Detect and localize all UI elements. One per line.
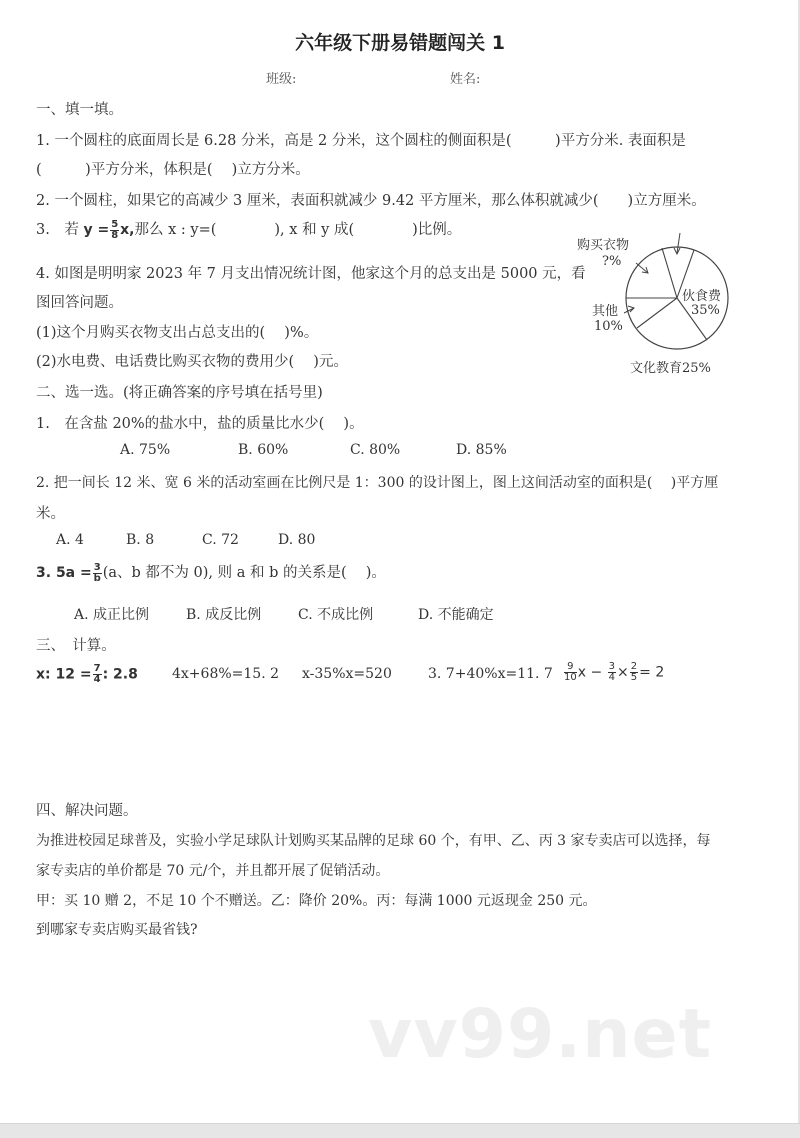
pie-label-food: 伙食费 xyxy=(682,289,722,304)
s1-q1-line1: 1. 一个圆柱的底面周长是 6.28 分米，高是 2 分米，这个圆柱的侧面积是( )平方分米. 表面积是 xyxy=(36,133,686,149)
calc-eq1: x: 12 = $\frac{7}{4}$ : 2.8 xyxy=(36,663,138,685)
s2-q3-option-d: D. 不能确定 xyxy=(418,607,494,623)
s2-q3: 3. 5a = $\frac{3}{b}$ (a、b 都不为 0), 则 a 和 b 的关系是( )。 xyxy=(36,561,386,584)
calc-eq5: $\frac{9}{10}$ x − $\frac{3}{4}$ × $\frac{2}{5}$ = 2 xyxy=(564,661,665,683)
section3-heading: 三、 计算。 xyxy=(36,638,116,654)
section4-heading: 四、解决问题。 xyxy=(36,803,138,819)
horizontal-scrollbar[interactable] xyxy=(0,1123,800,1138)
s2-q2-option-a: A. 4 xyxy=(56,532,84,548)
calc-eq2: 4x+68%=15. 2 xyxy=(172,666,280,682)
s4-line2: 家专卖店的单价都是 70 元/个，并且都开展了促销活动。 xyxy=(36,863,390,879)
s2-q3-option-b: B. 成反比例 xyxy=(186,607,262,623)
s4-line4: 到哪家专卖店购买最省钱? xyxy=(36,922,198,938)
s2-q2-option-b: B. 8 xyxy=(126,532,155,548)
s1-q2: 2. 一个圆柱，如果它的高减少 3 厘米，表面积就减少 9.42 平方厘米，那么体积就减少( )立方厘米。 xyxy=(36,193,706,209)
s1-q3: 3. 若 y = $\frac{5}{8}$ x,那么 x : y=( ), x 和 y 成( )比例。 xyxy=(36,218,462,241)
page-title: 六年级下册易错题闯关 1 xyxy=(295,32,505,54)
section2-heading: 二、选一选。(将正确答案的序号填在括号里) xyxy=(36,385,323,401)
q3-equation: y = $\frac{5}{8}$ x, xyxy=(83,218,135,241)
class-label: 班级: xyxy=(266,72,297,87)
s2-q2-option-c: C. 72 xyxy=(202,532,239,548)
s1-q4-sub1: (1)这个月购买衣物支出占总支出的( )%。 xyxy=(36,325,319,341)
s1-q1-line2: ( )平方分米，体积是( )立方分米。 xyxy=(36,162,310,178)
calc-eq3: x-35%x=520 xyxy=(302,666,392,682)
s2-q1-option-a: A. 75% xyxy=(120,442,171,458)
s4-line1: 为推进校园足球普及，实验小学足球队计划购买某品牌的足球 60 个，有甲、乙、丙 3 家专卖店可以选择，每 xyxy=(36,833,711,849)
pie-label-other: 其他 xyxy=(592,304,619,319)
s2-q1: 1. 在含盐 20%的盐水中，盐的质量比水少( )。 xyxy=(36,416,364,432)
pie-pct-other: 10% xyxy=(594,319,623,334)
s1-q4-line2: 图回答问题。 xyxy=(36,295,123,311)
pie-pct-food: 35% xyxy=(691,303,720,318)
s1-q4-sub2: (2)水电费、电话费比购买衣物的费用少( )元。 xyxy=(36,354,348,370)
s2-q3-equation: 3. 5a = $\frac{3}{b}$ xyxy=(36,561,101,584)
s2-q2-line1: 2. 把一间长 12 米、宽 6 米的活动室画在比例尺是 1：300 的设计图上，图上这间活动室的面积是( )平方厘 xyxy=(36,475,719,491)
watermark: vv99.net xyxy=(368,995,713,1074)
name-label: 姓名: xyxy=(450,72,481,87)
s1-q4-line1: 4. 如图是明明家 2023 年 7 月支出情况统计图，他家这个月的总支出是 5000 元，看 xyxy=(36,266,586,282)
s2-q3-option-c: C. 不成比例 xyxy=(298,607,374,623)
s2-q3-option-a: A. 成正比例 xyxy=(74,607,150,623)
s4-line3: 甲：买 10 赠 2，不足 10 个不赠送。乙：降价 20%。丙：每满 1000 元返现金 250 元。 xyxy=(36,893,597,909)
section1-heading: 一、填一填。 xyxy=(36,102,123,118)
calc-eq4: 3. 7+40%x=11. 7 xyxy=(428,666,553,682)
s2-q1-option-c: C. 80% xyxy=(350,442,401,458)
s2-q1-option-b: B. 60% xyxy=(238,442,289,458)
pie-pct-clothing: ?% xyxy=(602,254,622,269)
s2-q2-line2: 米。 xyxy=(36,506,65,522)
pie-label-education: 文化教育25% xyxy=(630,361,711,376)
pie-label-clothing: 购买衣物 xyxy=(577,238,630,253)
s2-q2-option-d: D. 80 xyxy=(278,532,316,548)
s2-q1-option-d: D. 85% xyxy=(456,442,507,458)
